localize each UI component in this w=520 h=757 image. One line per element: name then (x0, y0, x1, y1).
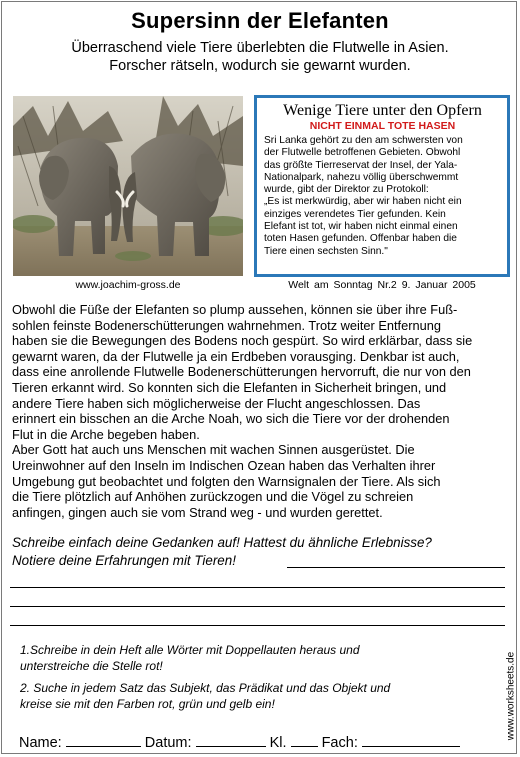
news-line: das größte Tierreservat der Insel, der Yala- (264, 159, 458, 171)
subject-label: Fach: (321, 735, 358, 751)
prompt-line-2: Notiere deine Erfahrungen mit Tieren! (12, 552, 236, 568)
news-line: wurde, gibt der Direktor zu Protokoll: (264, 184, 429, 196)
name-label: Name: (19, 735, 62, 751)
news-line: Elefant ist tot, wir haben nicht einmal einen (264, 221, 458, 233)
subject-field[interactable] (362, 734, 460, 747)
news-subheadline: NICHT EINMAL TOTE HASEN (309, 120, 456, 132)
main-text (12, 302, 512, 520)
task-1 (20, 642, 460, 674)
news-headline: Wenige Tiere unter den Opfern (283, 102, 482, 119)
news-line: Tiere einen sechsten Sinn." (264, 245, 388, 257)
task-2 (20, 680, 460, 712)
elephant-photo (13, 96, 243, 276)
text-line: Aber Gott hat auch uns Menschen mit wachen Sinnen ausgerüstet. Die (12, 442, 415, 458)
website-text: www.worksheets.de (505, 651, 517, 741)
footer-fields (19, 734, 509, 751)
answer-line[interactable] (287, 567, 505, 568)
news-line: der Flutwelle betroffenen Gebieten. Obwohl (264, 147, 461, 159)
task-1-line-2: unterstreiche die Stelle rot! (20, 659, 163, 673)
class-label: Kl. (269, 735, 287, 751)
page-subtitle (0, 39, 520, 75)
photo-credit: www.joachim-gross.de (75, 279, 181, 291)
prompt-line-1: Schreibe einfach deine Gedanken auf! Hattest du ähnliche Erlebnisse? (12, 535, 432, 550)
task-2-line-1: 2. Suche in jedem Satz das Subjekt, das Prädikat und das Objekt und (20, 681, 391, 695)
answer-line[interactable] (10, 625, 505, 626)
subtitle-line-1: Überraschend viele Tiere überlebten die Flutwelle in Asien. (71, 40, 449, 56)
news-source: Welt am Sonntag Nr.2 9. Januar 2005 (288, 279, 476, 291)
news-line: Sri Lanka gehört zu den am schwersten von (264, 135, 463, 146)
answer-line[interactable] (10, 587, 505, 588)
text-line: Ureinwohner auf den Inseln im Indischen Ozean haben das Verhalten ihrer (12, 457, 436, 473)
task-2-line-2: kreise sie mit den Farben rot, grün und gelb ein! (20, 697, 275, 711)
newspaper-clipping (254, 95, 510, 277)
news-line: einziges verendetes Tier gefunden. Kein (264, 208, 446, 220)
text-line: erinnert ein bisschen an die Arche Noah, wo sich die Tiere vor der drohenden (12, 411, 450, 427)
text-line: Obwohl die Füße der Elefanten so plump aussehen, können sie über ihre Fuß- (12, 302, 458, 317)
news-line: toten Hasen gefunden. Offenbar haben die (264, 233, 457, 245)
text-line: Flut in die Arche begeben haben. (12, 426, 200, 442)
date-field[interactable] (196, 734, 266, 747)
answer-line[interactable] (10, 606, 505, 607)
date-label: Datum: (144, 735, 192, 751)
website-watermark (505, 648, 517, 744)
elephant-illustration (13, 96, 243, 276)
text-line: dass eine anrollende Flutwelle Bodenerschütterungen hervorruft, die nur von den (12, 364, 471, 380)
text-line: anfingen, gingen auch sie vom Strand weg - und wurden gerettet. (12, 504, 383, 520)
text-line: haben sie die Bewegungen des Bodens noch gespürt. So wird erklärbar, dass sie (12, 333, 473, 349)
text-line: Umgebung gut beobachtet und folgten den Warnsignalen der Tiere. Als sich (12, 473, 441, 489)
text-line: sohlen feinste Bodenerschütterungen wahrnehmen. Trotz weiter Entfernung (12, 317, 441, 333)
text-line: andere Tiere haben sich möglicherweise der Flucht angeschlossen. Das (12, 395, 421, 411)
text-line: Tieren erkannt wird. So konnten sich die Elefanten in Sicherheit bringen, und (12, 379, 447, 395)
class-field[interactable] (291, 734, 318, 747)
page-title: Supersinn der Elefanten (131, 8, 389, 33)
news-line: „Es ist merkwürdig, aber wir haben nicht ein (264, 196, 462, 208)
writing-prompt (12, 534, 512, 569)
name-field[interactable] (66, 734, 141, 747)
text-line: gewarnt waren, da der Flutwelle ja ein Erdbeben vorausging. Denkbar ist auch, (12, 348, 460, 364)
text-line: die Tiere plötzlich auf Anhöhen zurückzogen und die Vögel zu schreien (12, 489, 414, 505)
subtitle-line-2: Forscher rätseln, wodurch sie gewarnt wurden. (109, 58, 411, 74)
task-1-line-1: 1.Schreibe in dein Heft alle Wörter mit Doppellauten heraus und (20, 643, 360, 657)
news-body (264, 135, 501, 258)
news-line: Nationalpark, nahezu völlig überschwemmt (264, 171, 459, 183)
